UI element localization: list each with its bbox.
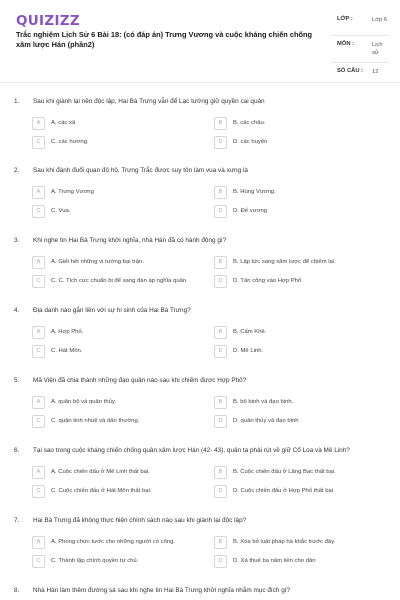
option-text: B. Hùng Vương. bbox=[233, 189, 276, 195]
option-letter: A bbox=[32, 117, 45, 130]
question-text: Sau khi giành lại nền độc lập, Hai Bà Trưng vẫn để Lạc tướng giữ quyền cai quản bbox=[33, 98, 265, 105]
option-text: A. các xã bbox=[51, 120, 76, 126]
option-letter: B bbox=[214, 326, 227, 339]
option-letter: A bbox=[32, 536, 45, 549]
option-letter: B bbox=[214, 117, 227, 130]
option-letter: D bbox=[214, 205, 227, 218]
worksheet-title: Trắc nghiệm Lịch Sử 6 Bài 18: (có đáp án) Trưng Vương và cuộc kháng chiến chống xâm lược Hán (phần2) bbox=[16, 30, 313, 49]
question-number: 7. bbox=[14, 517, 20, 524]
option-text: C. Cuộc chiến đấu ở Hát Môn thất bại. bbox=[51, 488, 152, 494]
option-text: B. các châu. bbox=[233, 120, 266, 126]
quizizz-logo[interactable]: QUIZIZZ bbox=[16, 13, 80, 29]
option-text: D. các huyện bbox=[233, 139, 268, 145]
option-text: D. quân thủy và đạo binh bbox=[233, 418, 299, 424]
option-letter: C bbox=[32, 415, 45, 428]
option-letter: C bbox=[32, 485, 45, 498]
meta-count-value: 12 bbox=[372, 69, 379, 75]
meta-count-row bbox=[331, 62, 389, 79]
option-letter: A bbox=[32, 326, 45, 339]
meta-subject-label: MÔN : bbox=[337, 41, 355, 47]
question-text: Mã Viện đã chia thành những đạo quân nào sau khi chiếm được Hợp Phố? bbox=[33, 377, 247, 384]
question-number: 5. bbox=[14, 377, 20, 384]
option-letter: B bbox=[214, 256, 227, 269]
option-text: C. Vua. bbox=[51, 208, 71, 214]
option-text: A. Trưng Vương bbox=[51, 189, 94, 195]
option-text: C. Hát Môn. bbox=[51, 348, 83, 354]
option-letter: C bbox=[32, 555, 45, 568]
option-text: B. Cấm Khê. bbox=[233, 329, 267, 335]
meta-count-label: SỐ CÂU : bbox=[337, 68, 364, 74]
question-number: 8. bbox=[14, 587, 20, 594]
option-text: D. Cuộc chiến đấu ở Hợp Phố thất bại bbox=[233, 488, 334, 494]
option-letter: A bbox=[32, 396, 45, 409]
question-number: 3. bbox=[14, 237, 20, 244]
option-letter: B bbox=[214, 466, 227, 479]
option-letter: A bbox=[32, 466, 45, 479]
option-text: C. Thành lập chính quyền tự chủ. bbox=[51, 558, 139, 564]
option-text: C. các hương. bbox=[51, 139, 89, 145]
question-text: Địa danh nào gắn liền với sự hi sinh của Hai Bà Trưng? bbox=[33, 307, 191, 314]
question-number: 6. bbox=[14, 447, 20, 454]
question-number: 4. bbox=[14, 307, 20, 314]
option-text: B. Xóa bỏ luật pháp hà khắc trước đây. bbox=[233, 539, 336, 545]
option-text: A. Phong chức tước cho những người có công. bbox=[51, 539, 176, 545]
option-text: B. bộ binh và đạo binh. bbox=[233, 399, 294, 405]
option-letter: D bbox=[214, 275, 227, 288]
option-letter: C bbox=[32, 345, 45, 358]
question-number: 2. bbox=[14, 167, 20, 174]
question-text: Khi nghe tin Hai Bà Trưng khởi nghĩa, nhà Hán đã có hành động gì? bbox=[33, 237, 227, 244]
option-text: B. Cuộc chiến đấu ở Lãng Bạc thất bại. bbox=[233, 469, 336, 475]
meta-subject-row bbox=[331, 35, 389, 62]
meta-class-value: Lớp 6 bbox=[372, 17, 388, 23]
option-text: D. Mê Linh. bbox=[233, 348, 264, 354]
option-letter: D bbox=[214, 555, 227, 568]
option-text: A. Giết hết những vị tướng bại trận. bbox=[51, 259, 144, 265]
option-text: D. Xá thuế ba năm liền cho dân bbox=[233, 558, 316, 564]
option-letter: C bbox=[32, 136, 45, 149]
option-text: A. Hợp Phố. bbox=[51, 329, 84, 335]
option-letter: D bbox=[214, 415, 227, 428]
worksheet-header bbox=[0, 0, 400, 83]
option-letter: B bbox=[214, 536, 227, 549]
option-text: A. Cuộc chiến đấu ở Mê Linh thất bại. bbox=[51, 469, 150, 475]
meta-class-row bbox=[331, 10, 389, 35]
option-text: C. quân tinh nhuệ và dân thường. bbox=[51, 418, 140, 424]
worksheet-meta bbox=[331, 10, 389, 79]
option-letter: B bbox=[214, 396, 227, 409]
option-letter: A bbox=[32, 256, 45, 269]
meta-subject-value: Lịch sử bbox=[372, 42, 383, 56]
option-letter: C bbox=[32, 205, 45, 218]
option-text: A. quân bộ và quân thủy. bbox=[51, 399, 117, 405]
option-letter: C bbox=[32, 275, 45, 288]
option-letter: B bbox=[214, 186, 227, 199]
option-text: C. C. Tích cực chuẩn bị để sang đàn áp nghĩa quân. bbox=[51, 278, 188, 284]
meta-class-label: LỚP : bbox=[337, 16, 353, 22]
option-text: B. Lập tức sang xâm lược để chiếm lại. bbox=[233, 259, 336, 265]
option-letter: D bbox=[214, 345, 227, 358]
option-letter: D bbox=[214, 136, 227, 149]
question-text: Tại sao trong cuộc kháng chiến chống quân xâm lược Hán (42- 43), quân ta phải rút về giữ Cổ Loa và Mê Linh? bbox=[33, 447, 350, 454]
question-text: Nhà Hán làm thêm đường sá sau khi nghe tin Hai Bà Trưng khởi nghĩa nhằm mục đích gì? bbox=[33, 587, 291, 594]
option-letter: D bbox=[214, 485, 227, 498]
option-text: D. Tấn công vào Hợp Phố bbox=[233, 278, 302, 284]
question-text: Sau khi đánh đuổi quan đô hộ, Trưng Trắc được suy tôn làm vua và xưng là bbox=[33, 167, 248, 174]
option-letter: A bbox=[32, 186, 45, 199]
question-text: Hai Bà Trưng đã không thực hiện chính sách nào sau khi giành lại độc lập? bbox=[33, 517, 247, 524]
question-number: 1. bbox=[14, 98, 20, 105]
option-text: D. Đế vương bbox=[233, 208, 267, 214]
